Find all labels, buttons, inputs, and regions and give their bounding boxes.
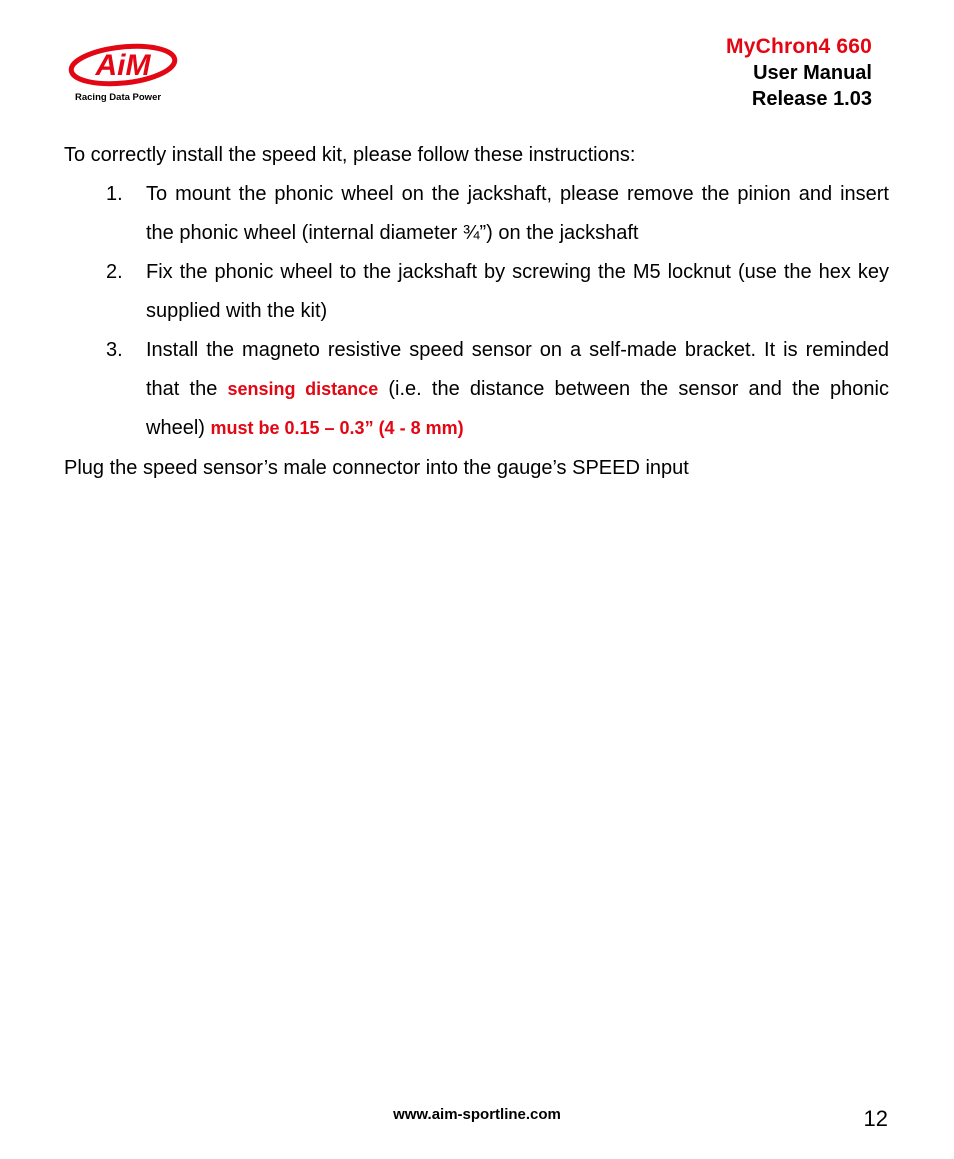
svg-text:AiM: AiM bbox=[95, 49, 151, 82]
list-item bbox=[64, 175, 889, 253]
step-text: To mount the phonic wheel on the jackshaft, please remove the pinion and insert the phonic wheel (internal diameter ¾”) on the jackshaft bbox=[146, 183, 889, 244]
step-text-continued: (i.e. the distance between the sensor and the phonic wheel) bbox=[146, 378, 889, 439]
release-version: Release 1.03 bbox=[751, 88, 872, 110]
aim-logo-mark bbox=[66, 38, 181, 90]
list-item bbox=[64, 331, 889, 448]
document-header bbox=[726, 34, 872, 112]
aim-logo bbox=[66, 38, 181, 108]
instruction-list bbox=[64, 175, 889, 448]
step-text: Fix the phonic wheel to the jackshaft by screwing the M5 locknut (use the hex key supplied with the kit) bbox=[146, 261, 889, 322]
page-number: 12 bbox=[863, 1106, 888, 1131]
step-number: 2. bbox=[106, 261, 123, 283]
manual-title: User Manual bbox=[753, 62, 872, 84]
list-item bbox=[64, 253, 889, 331]
distance-range-highlight: must be 0.15 – 0.3” (4 - 8 mm) bbox=[210, 418, 464, 438]
logo-tagline: Racing Data Power bbox=[75, 92, 162, 103]
step-number: 3. bbox=[106, 339, 123, 361]
product-name: MyChron4 660 bbox=[726, 35, 872, 58]
sensing-distance-highlight: sensing distance bbox=[227, 379, 379, 399]
step-number: 1. bbox=[106, 183, 123, 205]
closing-paragraph: Plug the speed sensor’s male connector into the gauge’s SPEED input bbox=[64, 457, 689, 479]
footer-website: www.aim-sportline.com bbox=[393, 1106, 561, 1123]
step-text: Install the magneto resistive speed sensor on a self-made bracket. It is reminded that the bbox=[146, 339, 889, 400]
intro-paragraph: To correctly install the speed kit, please follow these instructions: bbox=[64, 144, 636, 166]
